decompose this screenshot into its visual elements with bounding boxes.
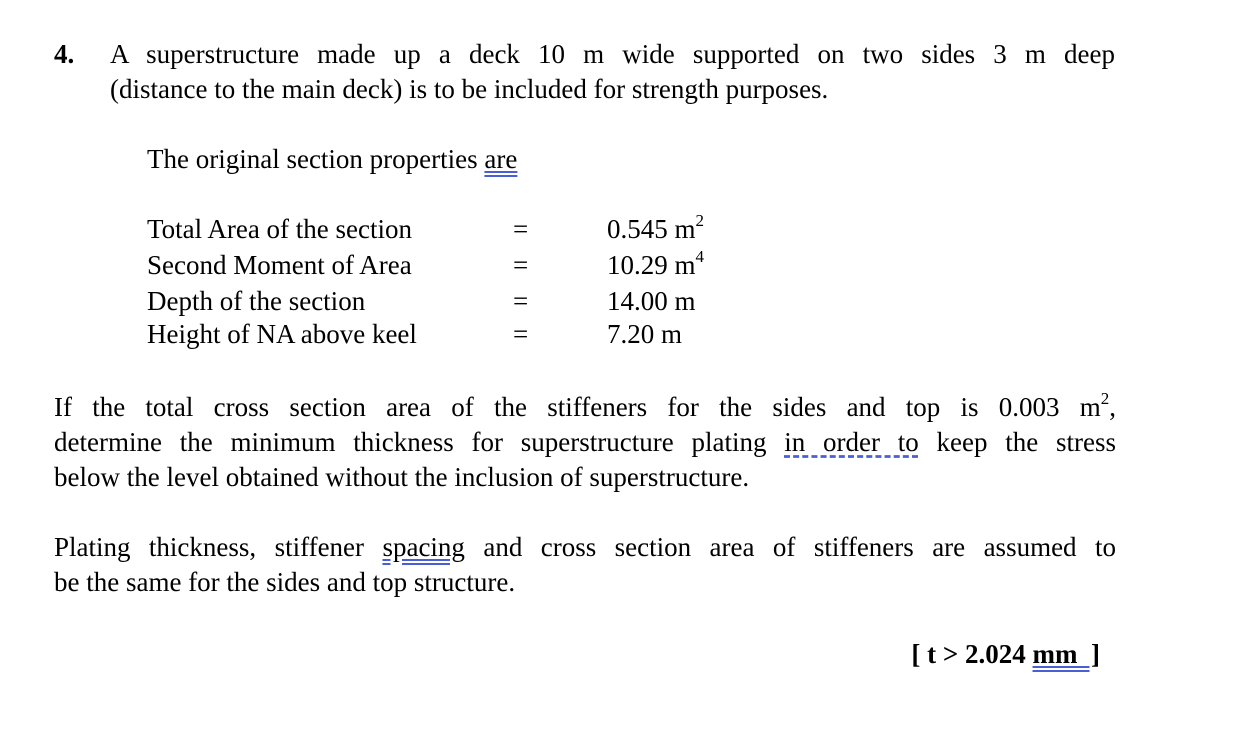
equals-sign: = — [513, 319, 529, 349]
paragraph-line: below the level obtained without the inclusion of superstructure. — [54, 462, 750, 492]
paragraph-line — [54, 390, 1116, 425]
property-value-na-height: 7.20 m — [607, 319, 683, 349]
question-text-line-1: A superstructure made up a deck 10 m wide supported on two sides 3 m deep — [110, 39, 1115, 69]
equals-sign: = — [513, 214, 529, 244]
paragraph-assumptions — [54, 530, 1116, 600]
question-number: 4. — [54, 39, 75, 69]
text-segment: and cross section area of stiffeners are assumed to — [464, 532, 1116, 562]
text-segment: , — [1109, 392, 1116, 422]
property-value-total-area — [607, 212, 704, 247]
underlined-phrase: spacing — [382, 532, 465, 562]
paragraph-line: be the same for the sides and top structure. — [54, 567, 516, 597]
paragraph-line — [54, 425, 1116, 460]
unit-superscript: 4 — [695, 247, 705, 266]
property-label-second-moment: Second Moment of Area — [147, 250, 412, 280]
text-segment: determine the minimum thickness for superstructure plating — [54, 427, 785, 457]
text-segment: If the total cross section area of the stiffeners for the sides and top is 0.003 m — [54, 392, 1101, 422]
question-text-line-2: (distance to the main deck) is to be included for strength purposes. — [110, 74, 829, 104]
text-segment: keep the stress — [918, 427, 1116, 457]
paragraph-stiffeners — [54, 390, 1116, 495]
paragraph-line — [54, 530, 1116, 565]
text-segment: Plating thickness, stiffener — [54, 532, 383, 562]
answer — [911, 637, 1100, 672]
properties-title-text: The original section properties — [147, 144, 485, 174]
properties-title — [147, 142, 517, 177]
unit-superscript: 2 — [695, 211, 705, 230]
value-text: 0.545 m — [607, 214, 696, 244]
property-label-na-height: Height of NA above keel — [147, 319, 417, 349]
unit-superscript: 2 — [1100, 389, 1110, 408]
properties-title-underlined: are — [484, 144, 518, 174]
property-label-depth: Depth of the section — [147, 286, 366, 316]
underlined-phrase: in order to — [784, 427, 919, 457]
equals-sign: = — [513, 250, 529, 280]
property-value-depth: 14.00 m — [607, 286, 696, 316]
property-value-second-moment — [607, 248, 704, 283]
answer-unit: mm ] — [1032, 639, 1100, 669]
equals-sign: = — [513, 286, 529, 316]
property-label-total-area: Total Area of the section — [147, 214, 413, 244]
value-text: 10.29 m — [607, 250, 696, 280]
answer-prefix: [ t > 2.024 — [911, 639, 1033, 669]
